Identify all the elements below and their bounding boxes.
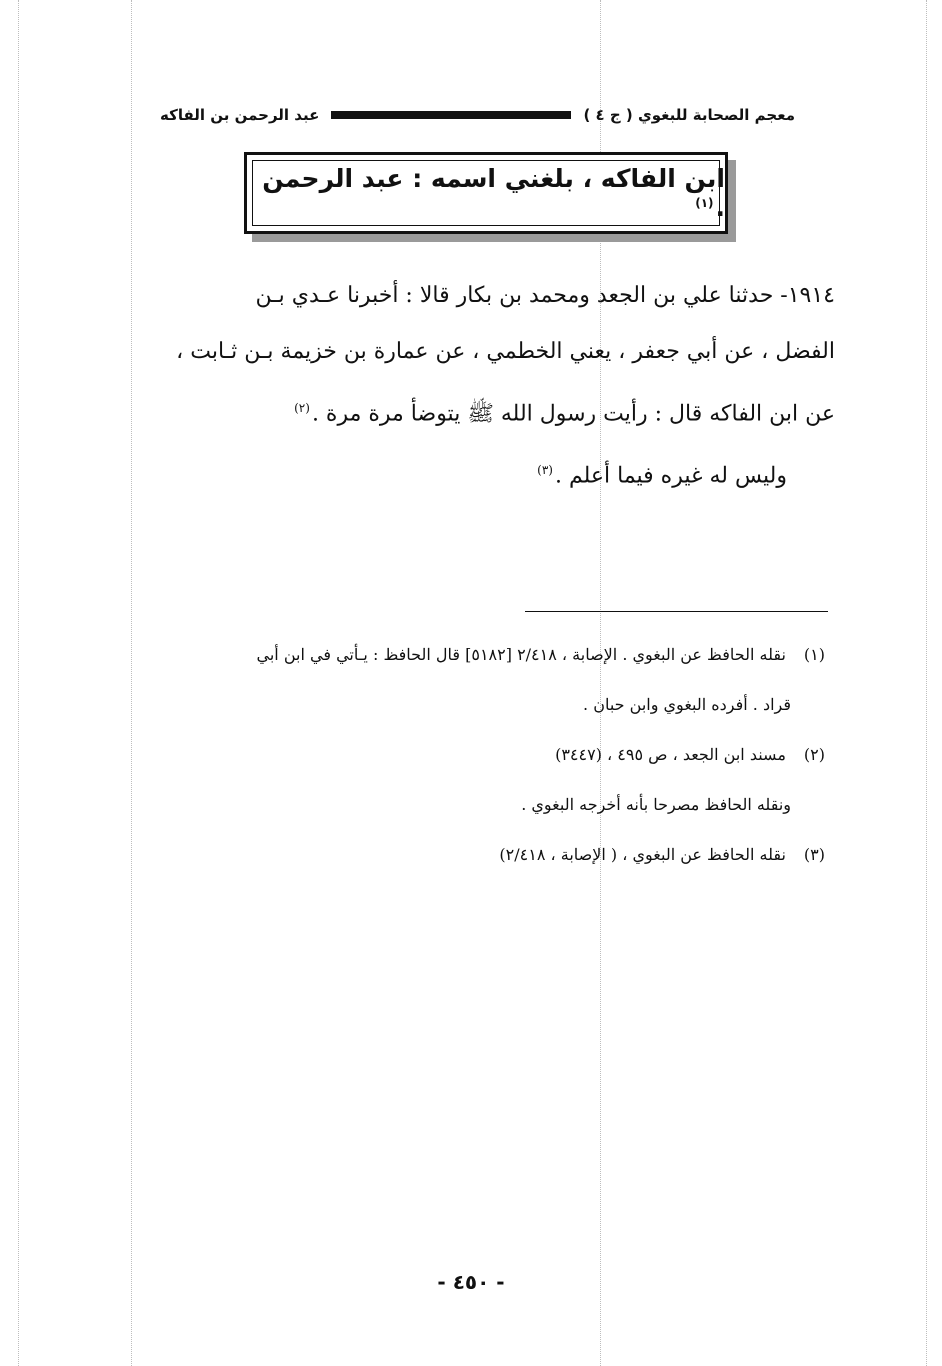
footnote-ref-1: (١) xyxy=(695,195,714,210)
footnote-number: (١) xyxy=(803,645,825,664)
entry-name: عبد الرحمن بن الفاكه xyxy=(160,106,320,124)
footnote-text: نقله الحافظ عن البغوي . الإصابة ، ٢/٤١٨ [٥١٨٢] قال الحافظ : يـأتي في ابن أبي xyxy=(256,645,786,664)
header-rule xyxy=(331,111,571,119)
scan-artifact-line xyxy=(926,0,927,1366)
hadith-text xyxy=(130,268,835,505)
footnote-text: مسند ابن الجعد ، ص ٤٩٥ ، (٣٤٤٧) xyxy=(555,745,786,764)
footnote-ref-2: (٢) xyxy=(294,401,310,415)
body-line: الفضل ، عن أبي جعفر ، يعني الخطمي ، عن عمارة بن خزيمة بـن ثـابت ، xyxy=(176,339,835,364)
entry-title-text: ابن الفاكه ، بلغني اسمه : عبد الرحمن . xyxy=(262,164,725,222)
footnote-text: نقله الحافظ عن البغوي ، ( الإصابة ، ٢/٤١٨) xyxy=(499,845,786,864)
book-title: معجم الصحابة للبغوي ( ج ٤ ) xyxy=(583,106,795,124)
scan-artifact-line xyxy=(18,0,19,1366)
footnote-continuation: قراد . أفرده البغوي وابن حبان . xyxy=(583,695,791,714)
page-number: - ٤٥٠ - xyxy=(437,1270,505,1294)
footnote-number: (٣) xyxy=(803,845,825,864)
body-line: ١٩١٤- حدثنا علي بن الجعد ومحمد بن بكار قالا : أخبرنا عـدي بـن xyxy=(255,283,835,308)
body-line-text: وليس له غيره فيما أعلم . xyxy=(554,463,787,489)
entry-title-box xyxy=(244,152,728,234)
footnote-continuation: ونقله الحافظ مصرحا بأنه أخرجه البغوي . xyxy=(521,795,791,814)
body-line xyxy=(130,380,835,442)
entry-title xyxy=(247,164,725,222)
footnotes xyxy=(100,630,825,880)
footnote xyxy=(100,730,825,780)
running-header xyxy=(160,100,795,130)
body-line-text: عن ابن الفاكه قال : رأيت رسول الله ﷺ يتوضأ مرة مرة . xyxy=(311,401,835,427)
footnote xyxy=(100,830,825,880)
body-line xyxy=(130,442,835,504)
footnote-number: (٢) xyxy=(803,745,825,764)
footnote xyxy=(100,630,825,680)
footnote-ref-3: (٣) xyxy=(537,463,553,478)
footnote-separator xyxy=(525,611,828,612)
